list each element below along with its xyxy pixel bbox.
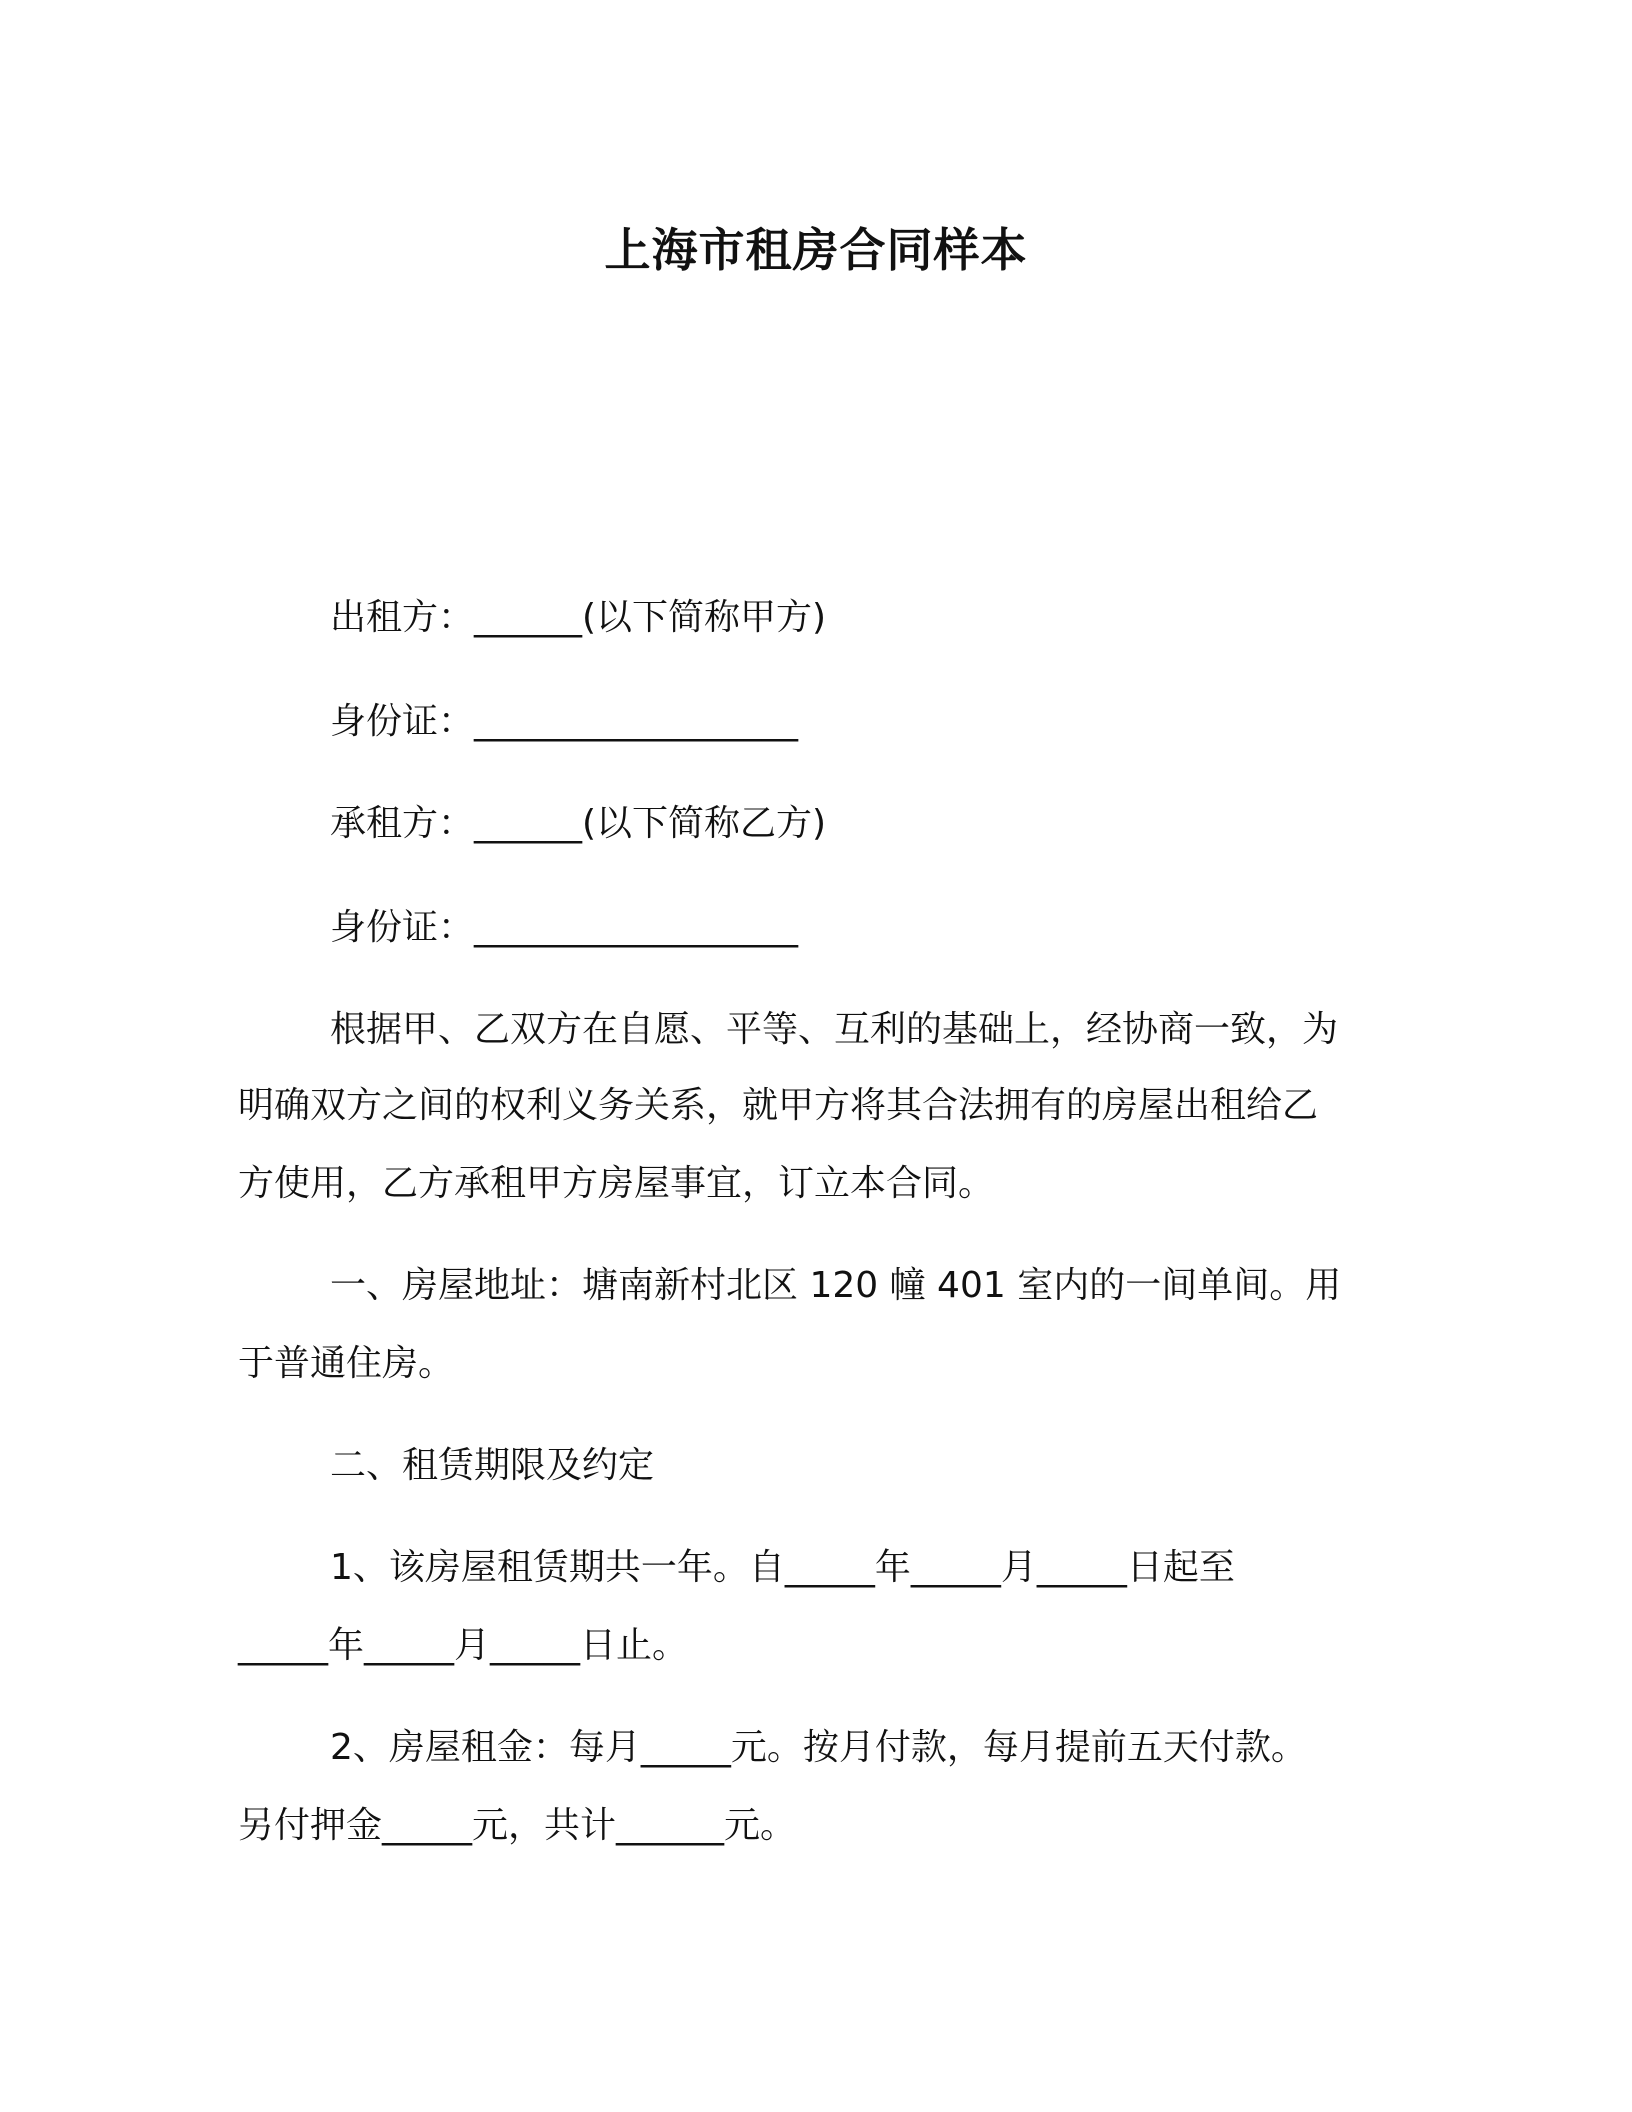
document-title: 上海市租房合同样本	[604, 223, 1028, 277]
lessor-line: 出租方：______(以下简称甲方)	[330, 597, 827, 638]
clause2-item1-line-2: _____年_____月_____日止。	[238, 1625, 689, 1666]
preamble-line-2: 明确双方之间的权利义务关系，就甲方将其合法拥有的房屋出租给乙	[238, 1085, 1319, 1126]
clause1-line-1: 一、房屋地址：塘南新村北区 120 幢 401 室内的一间单间。用	[330, 1265, 1342, 1306]
clause2-item2-line-1: 2、房屋租金：每月_____元。按月付款，每月提前五天付款。	[330, 1727, 1307, 1768]
clause2-heading: 二、租赁期限及约定	[330, 1445, 655, 1486]
lessor-id-line: 身份证：__________________	[330, 701, 799, 742]
preamble-line-1: 根据甲、乙双方在自愿、平等、互利的基础上，经协商一致，为	[330, 1009, 1339, 1050]
preamble-line-3: 方使用，乙方承租甲方房屋事宜，订立本合同。	[238, 1163, 995, 1204]
clause2-item1-line-1: 1、该房屋租赁期共一年。自_____年_____月_____日起至	[330, 1547, 1235, 1588]
lessee-id-line: 身份证：__________________	[330, 907, 799, 948]
lessee-line: 承租方：______(以下简称乙方)	[330, 803, 827, 844]
clause1-line-2: 于普通住房。	[238, 1343, 455, 1384]
clause2-item2-line-2: 另付押金_____元，共计______元。	[238, 1805, 797, 1846]
